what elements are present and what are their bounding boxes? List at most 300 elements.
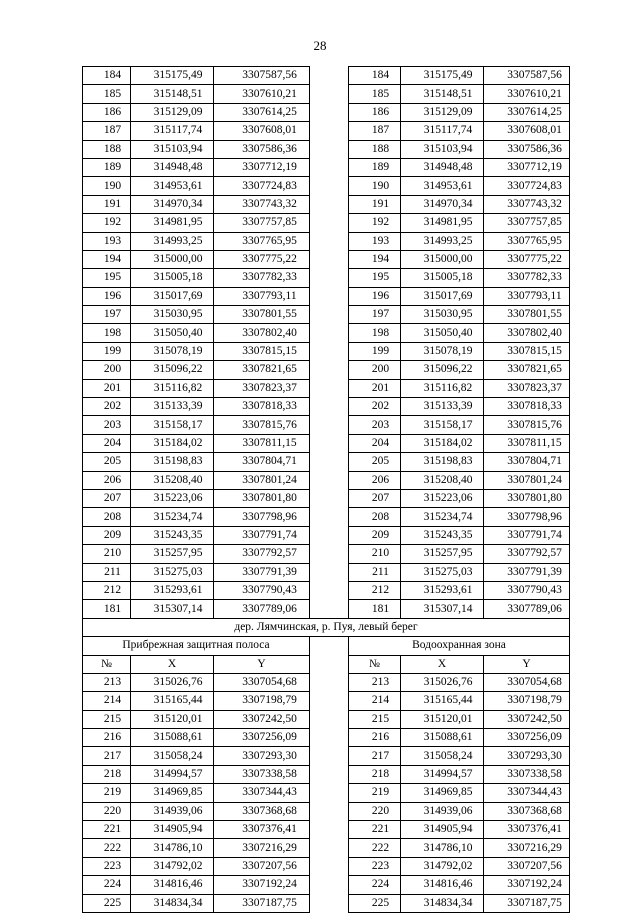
right-point-number: 181	[349, 600, 401, 618]
right-y-value: 3307818,33	[484, 398, 570, 416]
right-point-number: 220	[349, 802, 401, 820]
right-point-number: 209	[349, 526, 401, 544]
left-y-value: 3307804,71	[214, 453, 310, 471]
right-x-value: 315257,95	[401, 545, 484, 563]
left-y-value: 3307789,06	[214, 600, 310, 618]
left-x-value: 314993,25	[131, 232, 214, 250]
table-row	[83, 600, 570, 618]
left-point-number: 214	[83, 692, 131, 710]
right-y-value: 3307293,30	[484, 747, 570, 765]
right-y-value: 3307376,41	[484, 821, 570, 839]
right-x-value: 315103,94	[401, 140, 484, 158]
right-y-value: 3307815,15	[484, 342, 570, 360]
right-y-value: 3307801,80	[484, 489, 570, 507]
left-y-value: 3307610,21	[214, 85, 310, 103]
left-x-value: 315058,24	[131, 747, 214, 765]
left-x-value: 315103,94	[131, 140, 214, 158]
right-point-number: 216	[349, 729, 401, 747]
right-point-number: 200	[349, 361, 401, 379]
right-point-number: 207	[349, 489, 401, 507]
right-x-value: 315234,74	[401, 508, 484, 526]
right-x-value: 315050,40	[401, 324, 484, 342]
left-x-value: 315243,35	[131, 526, 214, 544]
right-y-value: 3307802,40	[484, 324, 570, 342]
right-point-number: 193	[349, 232, 401, 250]
left-point-number: 216	[83, 729, 131, 747]
right-x-value: 315198,83	[401, 453, 484, 471]
left-x-value: 314981,95	[131, 214, 214, 232]
table-row	[83, 195, 570, 213]
left-point-number: 205	[83, 453, 131, 471]
right-x-value: 314905,94	[401, 821, 484, 839]
left-point-number: 181	[83, 600, 131, 618]
left-x-value: 314939,06	[131, 802, 214, 820]
table-row	[83, 434, 570, 452]
table-row	[83, 729, 570, 747]
right-point-number: 199	[349, 342, 401, 360]
left-x-value: 314792,02	[131, 857, 214, 875]
right-y-value: 3307823,37	[484, 379, 570, 397]
left-point-number: 222	[83, 839, 131, 857]
right-x-value: 315158,17	[401, 416, 484, 434]
left-y-value: 3307724,83	[214, 177, 310, 195]
right-x-value: 315184,02	[401, 434, 484, 452]
left-y-value: 3307192,24	[214, 876, 310, 894]
right-x-value: 314792,02	[401, 857, 484, 875]
left-y-value: 3307782,33	[214, 269, 310, 287]
right-point-number: 213	[349, 673, 401, 691]
left-x-value: 315026,76	[131, 673, 214, 691]
column-header-row	[83, 655, 570, 673]
left-x-value: 315120,01	[131, 710, 214, 728]
right-point-number: 210	[349, 545, 401, 563]
right-point-number: 211	[349, 563, 401, 581]
column-gap	[310, 692, 349, 710]
right-x-value: 315129,09	[401, 103, 484, 121]
left-x-value: 314970,34	[131, 195, 214, 213]
column-gap	[310, 710, 349, 728]
right-x-value: 314953,61	[401, 177, 484, 195]
table-row	[83, 177, 570, 195]
left-point-number: 204	[83, 434, 131, 452]
column-gap	[310, 747, 349, 765]
left-x-value: 315096,22	[131, 361, 214, 379]
left-header-number: №	[83, 655, 131, 673]
table-row	[83, 232, 570, 250]
column-gap	[310, 839, 349, 857]
left-y-value: 3307791,39	[214, 563, 310, 581]
section-title-row	[83, 618, 570, 636]
left-x-value: 315158,17	[131, 416, 214, 434]
left-x-value: 315234,74	[131, 508, 214, 526]
column-gap	[310, 637, 349, 655]
table-row	[83, 821, 570, 839]
table-row	[83, 379, 570, 397]
right-point-number: 186	[349, 103, 401, 121]
right-point-number: 195	[349, 269, 401, 287]
table-row	[83, 269, 570, 287]
left-point-number: 215	[83, 710, 131, 728]
right-y-value: 3307216,29	[484, 839, 570, 857]
table-row	[83, 67, 570, 85]
table-row	[83, 876, 570, 894]
right-point-number: 208	[349, 508, 401, 526]
column-gap	[310, 655, 349, 673]
left-point-number: 208	[83, 508, 131, 526]
left-x-value: 315116,82	[131, 379, 214, 397]
left-y-value: 3307256,09	[214, 729, 310, 747]
left-y-value: 3307207,56	[214, 857, 310, 875]
right-y-value: 3307743,32	[484, 195, 570, 213]
left-header-x: X	[131, 655, 214, 673]
left-x-value: 315208,40	[131, 471, 214, 489]
left-y-value: 3307054,68	[214, 673, 310, 691]
column-gap	[310, 416, 349, 434]
right-y-value: 3307791,39	[484, 563, 570, 581]
left-point-number: 188	[83, 140, 131, 158]
left-y-value: 3307793,11	[214, 287, 310, 305]
column-gap	[310, 85, 349, 103]
left-point-number: 196	[83, 287, 131, 305]
right-point-number: 196	[349, 287, 401, 305]
right-y-value: 3307724,83	[484, 177, 570, 195]
left-x-value: 314953,61	[131, 177, 214, 195]
column-gap	[310, 765, 349, 783]
table-row	[83, 692, 570, 710]
right-x-value: 315175,49	[401, 67, 484, 85]
left-x-value: 315307,14	[131, 600, 214, 618]
column-gap	[310, 269, 349, 287]
left-point-number: 210	[83, 545, 131, 563]
right-point-number: 194	[349, 250, 401, 268]
left-x-value: 315198,83	[131, 453, 214, 471]
right-y-value: 3307368,68	[484, 802, 570, 820]
right-point-number: 185	[349, 85, 401, 103]
right-x-value: 315088,61	[401, 729, 484, 747]
left-point-number: 218	[83, 765, 131, 783]
column-gap	[310, 158, 349, 176]
left-y-value: 3307198,79	[214, 692, 310, 710]
right-y-value: 3307198,79	[484, 692, 570, 710]
left-point-number: 223	[83, 857, 131, 875]
right-point-number: 198	[349, 324, 401, 342]
right-y-value: 3307821,65	[484, 361, 570, 379]
left-y-value: 3307823,37	[214, 379, 310, 397]
left-x-value: 315133,39	[131, 398, 214, 416]
table-row	[83, 361, 570, 379]
right-x-value: 314970,34	[401, 195, 484, 213]
left-header-y: Y	[214, 655, 310, 673]
table-row	[83, 342, 570, 360]
table-row	[83, 839, 570, 857]
left-point-number: 203	[83, 416, 131, 434]
column-gap	[310, 802, 349, 820]
right-y-value: 3307338,58	[484, 765, 570, 783]
right-point-number: 223	[349, 857, 401, 875]
left-y-value: 3307801,24	[214, 471, 310, 489]
table-row	[83, 416, 570, 434]
table-row	[83, 250, 570, 268]
right-x-value: 315026,76	[401, 673, 484, 691]
right-y-value: 3307798,96	[484, 508, 570, 526]
left-point-number: 219	[83, 784, 131, 802]
column-gap	[310, 729, 349, 747]
left-y-value: 3307712,19	[214, 158, 310, 176]
right-y-value: 3307757,85	[484, 214, 570, 232]
left-y-value: 3307798,96	[214, 508, 310, 526]
right-x-value: 314993,25	[401, 232, 484, 250]
right-point-number: 217	[349, 747, 401, 765]
right-point-number: 206	[349, 471, 401, 489]
right-y-value: 3307587,56	[484, 67, 570, 85]
right-y-value: 3307712,19	[484, 158, 570, 176]
column-gap	[310, 324, 349, 342]
table-row	[83, 581, 570, 599]
left-zone-title: Прибрежная защитная полоса	[83, 637, 310, 655]
left-y-value: 3307801,55	[214, 306, 310, 324]
right-x-value: 315096,22	[401, 361, 484, 379]
right-point-number: 205	[349, 453, 401, 471]
column-gap	[310, 287, 349, 305]
left-point-number: 197	[83, 306, 131, 324]
column-gap	[310, 434, 349, 452]
left-point-number: 190	[83, 177, 131, 195]
left-x-value: 315257,95	[131, 545, 214, 563]
right-y-value: 3307793,11	[484, 287, 570, 305]
left-x-value: 314969,85	[131, 784, 214, 802]
left-y-value: 3307802,40	[214, 324, 310, 342]
table-row	[83, 489, 570, 507]
right-x-value: 314834,34	[401, 894, 484, 912]
column-gap	[310, 140, 349, 158]
right-x-value: 314994,57	[401, 765, 484, 783]
right-y-value: 3307192,24	[484, 876, 570, 894]
right-point-number: 202	[349, 398, 401, 416]
right-point-number: 197	[349, 306, 401, 324]
left-y-value: 3307821,65	[214, 361, 310, 379]
table-row	[83, 398, 570, 416]
left-x-value: 315165,44	[131, 692, 214, 710]
right-x-value: 315275,03	[401, 563, 484, 581]
right-y-value: 3307054,68	[484, 673, 570, 691]
column-gap	[310, 876, 349, 894]
left-y-value: 3307187,75	[214, 894, 310, 912]
left-x-value: 314786,10	[131, 839, 214, 857]
table-row	[83, 710, 570, 728]
right-header-y: Y	[484, 655, 570, 673]
left-x-value: 315148,51	[131, 85, 214, 103]
left-x-value: 315275,03	[131, 563, 214, 581]
left-x-value: 315223,06	[131, 489, 214, 507]
left-y-value: 3307376,41	[214, 821, 310, 839]
right-x-value: 315223,06	[401, 489, 484, 507]
left-x-value: 315030,95	[131, 306, 214, 324]
left-y-value: 3307792,57	[214, 545, 310, 563]
right-point-number: 192	[349, 214, 401, 232]
left-y-value: 3307344,43	[214, 784, 310, 802]
table-row	[83, 85, 570, 103]
column-gap	[310, 545, 349, 563]
table-row	[83, 324, 570, 342]
left-point-number: 201	[83, 379, 131, 397]
left-x-value: 315000,00	[131, 250, 214, 268]
column-gap	[310, 342, 349, 360]
left-y-value: 3307757,85	[214, 214, 310, 232]
right-point-number: 201	[349, 379, 401, 397]
right-x-value: 315208,40	[401, 471, 484, 489]
right-point-number: 215	[349, 710, 401, 728]
right-y-value: 3307815,76	[484, 416, 570, 434]
right-y-value: 3307586,36	[484, 140, 570, 158]
table-row	[83, 306, 570, 324]
left-point-number: 186	[83, 103, 131, 121]
left-point-number: 212	[83, 581, 131, 599]
left-point-number: 189	[83, 158, 131, 176]
right-x-value: 315307,14	[401, 600, 484, 618]
left-y-value: 3307743,32	[214, 195, 310, 213]
column-gap	[310, 857, 349, 875]
right-header-x: X	[401, 655, 484, 673]
left-x-value: 315078,19	[131, 342, 214, 360]
column-gap	[310, 508, 349, 526]
left-point-number: 220	[83, 802, 131, 820]
right-y-value: 3307344,43	[484, 784, 570, 802]
right-point-number: 189	[349, 158, 401, 176]
left-x-value: 314816,46	[131, 876, 214, 894]
column-gap	[310, 398, 349, 416]
right-y-value: 3307242,50	[484, 710, 570, 728]
right-y-value: 3307811,15	[484, 434, 570, 452]
column-gap	[310, 784, 349, 802]
left-y-value: 3307338,58	[214, 765, 310, 783]
table-row	[83, 673, 570, 691]
coordinates-table	[82, 66, 570, 913]
column-gap	[310, 306, 349, 324]
right-x-value: 315120,01	[401, 710, 484, 728]
left-y-value: 3307368,68	[214, 802, 310, 820]
right-point-number: 221	[349, 821, 401, 839]
column-gap	[310, 821, 349, 839]
right-x-value: 315117,74	[401, 122, 484, 140]
right-point-number: 214	[349, 692, 401, 710]
column-gap	[310, 471, 349, 489]
left-point-number: 192	[83, 214, 131, 232]
left-x-value: 315088,61	[131, 729, 214, 747]
table-row	[83, 784, 570, 802]
right-y-value: 3307792,57	[484, 545, 570, 563]
table-row	[83, 453, 570, 471]
left-x-value: 315293,61	[131, 581, 214, 599]
right-point-number: 219	[349, 784, 401, 802]
right-y-value: 3307782,33	[484, 269, 570, 287]
right-y-value: 3307775,22	[484, 250, 570, 268]
right-x-value: 315078,19	[401, 342, 484, 360]
right-x-value: 314786,10	[401, 839, 484, 857]
right-point-number: 222	[349, 839, 401, 857]
left-y-value: 3307216,29	[214, 839, 310, 857]
column-gap	[310, 453, 349, 471]
right-x-value: 315165,44	[401, 692, 484, 710]
left-y-value: 3307775,22	[214, 250, 310, 268]
left-x-value: 315005,18	[131, 269, 214, 287]
left-y-value: 3307608,01	[214, 122, 310, 140]
column-gap	[310, 379, 349, 397]
table-row	[83, 508, 570, 526]
left-x-value: 315017,69	[131, 287, 214, 305]
left-y-value: 3307811,15	[214, 434, 310, 452]
right-y-value: 3307608,01	[484, 122, 570, 140]
column-gap	[310, 214, 349, 232]
left-point-number: 187	[83, 122, 131, 140]
right-y-value: 3307765,95	[484, 232, 570, 250]
right-point-number: 184	[349, 67, 401, 85]
right-zone-title: Водоохранная зона	[349, 637, 570, 655]
table-row	[83, 747, 570, 765]
right-x-value: 315243,35	[401, 526, 484, 544]
right-header-number: №	[349, 655, 401, 673]
column-gap	[310, 581, 349, 599]
left-y-value: 3307815,15	[214, 342, 310, 360]
right-point-number: 188	[349, 140, 401, 158]
table-row	[83, 103, 570, 121]
left-x-value: 315184,02	[131, 434, 214, 452]
right-y-value: 3307804,71	[484, 453, 570, 471]
left-point-number: 213	[83, 673, 131, 691]
column-gap	[310, 894, 349, 912]
left-point-number: 206	[83, 471, 131, 489]
column-gap	[310, 177, 349, 195]
left-point-number: 207	[83, 489, 131, 507]
right-x-value: 314816,46	[401, 876, 484, 894]
left-point-number: 200	[83, 361, 131, 379]
column-gap	[310, 600, 349, 618]
column-gap	[310, 250, 349, 268]
column-gap	[310, 195, 349, 213]
section-title: дер. Лямчинская, р. Пуя, левый берег	[83, 618, 570, 636]
left-point-number: 221	[83, 821, 131, 839]
table-row	[83, 287, 570, 305]
left-x-value: 315129,09	[131, 103, 214, 121]
left-x-value: 314834,34	[131, 894, 214, 912]
right-point-number: 218	[349, 765, 401, 783]
right-x-value: 315005,18	[401, 269, 484, 287]
left-x-value: 315050,40	[131, 324, 214, 342]
right-y-value: 3307614,25	[484, 103, 570, 121]
left-y-value: 3307765,95	[214, 232, 310, 250]
left-point-number: 202	[83, 398, 131, 416]
page-number: 28	[313, 38, 327, 53]
table-row	[83, 563, 570, 581]
left-y-value: 3307815,76	[214, 416, 310, 434]
right-y-value: 3307187,75	[484, 894, 570, 912]
column-gap	[310, 526, 349, 544]
right-x-value: 315293,61	[401, 581, 484, 599]
column-gap	[310, 103, 349, 121]
left-x-value: 314948,48	[131, 158, 214, 176]
table-row	[83, 158, 570, 176]
table-row	[83, 526, 570, 544]
zone-title-row	[83, 637, 570, 655]
right-x-value: 314969,85	[401, 784, 484, 802]
right-point-number: 212	[349, 581, 401, 599]
right-x-value: 315148,51	[401, 85, 484, 103]
column-gap	[310, 232, 349, 250]
right-y-value: 3307790,43	[484, 581, 570, 599]
table-row	[83, 857, 570, 875]
right-x-value: 315017,69	[401, 287, 484, 305]
right-x-value: 315058,24	[401, 747, 484, 765]
right-x-value: 314948,48	[401, 158, 484, 176]
